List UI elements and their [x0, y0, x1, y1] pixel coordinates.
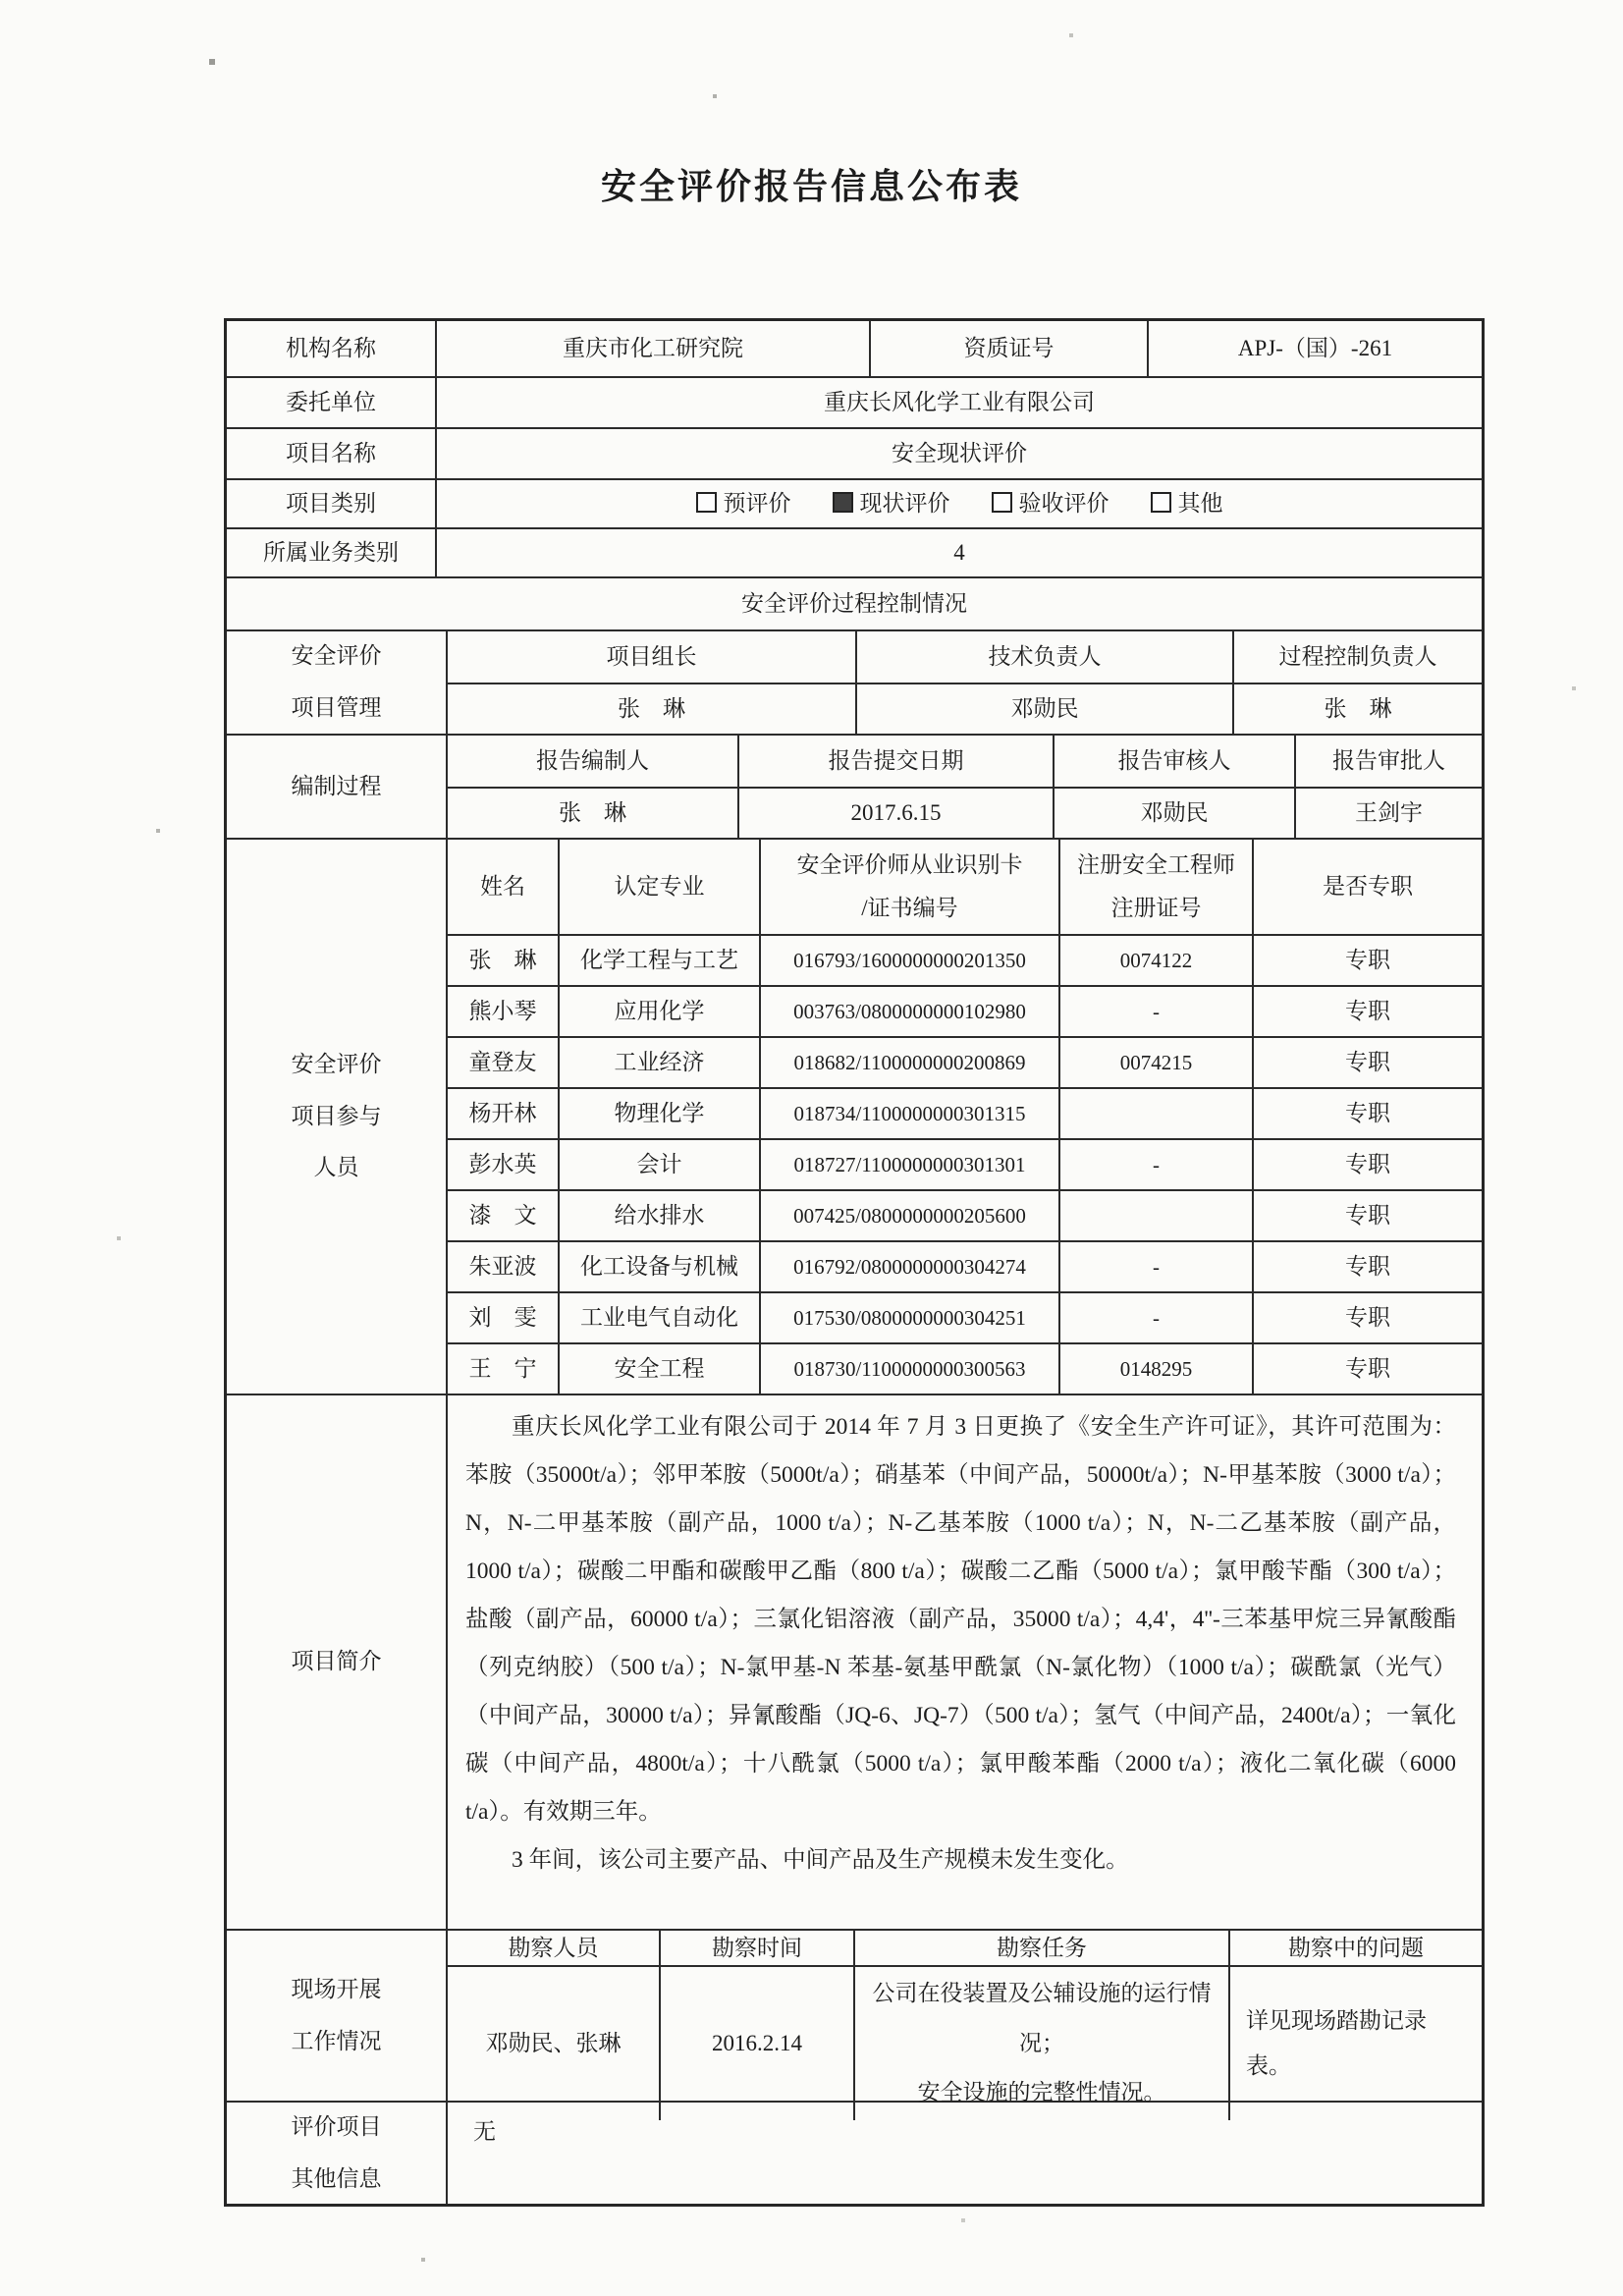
project-management-label: 安全评价 项目管理: [291, 643, 382, 720]
participants-header-row: [446, 840, 1482, 934]
survey-problems-header: 勘察中的问题: [1228, 1931, 1482, 1965]
participant-name: 熊小琴: [446, 987, 558, 1036]
participant-reg-no: -: [1058, 1242, 1252, 1291]
participant-reg-no: [1058, 1191, 1252, 1240]
participant-card-no: 018682/1100000000200869: [759, 1038, 1058, 1087]
participant-reg-no: -: [1058, 1140, 1252, 1189]
col-header-major: 认定专业: [558, 840, 759, 934]
participant-row: [446, 1087, 1482, 1138]
report-reviewer-value: 邓勋民: [1053, 789, 1294, 838]
participant-reg-no: -: [1058, 1293, 1252, 1342]
cert-no-value: APJ-（国）-261: [1147, 321, 1482, 376]
participant-reg-no: -: [1058, 987, 1252, 1036]
process-control-lead-value: 张 琳: [1232, 684, 1482, 734]
report-approver-value: 王剑宇: [1294, 789, 1482, 838]
option-other: 其他: [1151, 488, 1223, 519]
participant-fulltime: 专职: [1252, 1242, 1482, 1291]
checkbox-other-icon: [1151, 492, 1171, 513]
survey-header-row: [446, 1931, 1482, 1965]
participant-card-no: 007425/0800000000205600: [759, 1191, 1058, 1240]
client-value: 重庆长风化学工业有限公司: [435, 378, 1482, 427]
participant-name: 杨开林: [446, 1089, 558, 1138]
checkbox-status-evaluation-icon: [833, 492, 853, 513]
compilation-header-row: [446, 736, 1482, 787]
checkbox-pre-evaluation-icon: [696, 492, 717, 513]
participant-name: 刘 雯: [446, 1293, 558, 1342]
table-row-client: [227, 376, 1482, 427]
project-type-label: 项目类别: [286, 491, 376, 517]
scan-speckles: [0, 0, 2, 2]
technical-lead-value: 邓勋民: [855, 684, 1232, 734]
project-summary-label: 项目简介: [291, 1649, 382, 1674]
table-row-organization: [227, 321, 1482, 376]
participant-fulltime: 专职: [1252, 987, 1482, 1036]
participant-card-no: 018734/1100000000301315: [759, 1089, 1058, 1138]
project-summary-text: [448, 1395, 1482, 1890]
participant-row: [446, 1342, 1482, 1394]
site-survey-label: 现场开展 工作情况: [291, 1976, 382, 2053]
participant-name: 朱亚波: [446, 1242, 558, 1291]
participant-major: 安全工程: [558, 1344, 759, 1394]
col-header-card-no: 安全评价师从业识别卡 /证书编号: [759, 840, 1058, 934]
section-other-info: [227, 2101, 1482, 2204]
section-site-survey: [227, 1929, 1482, 2105]
summary-paragraph-1: 重庆长风化学工业有限公司于 2014 年 7 月 3 日更换了《安全生产许可证》，其许可范围为：苯胺（35000t/a）；邻甲苯胺（5000t/a）；硝基苯（中间产品，50000t/a）；N-甲基苯胺（3000 t/a）；N，N-二甲基苯胺（副产品，1000 t/a）；N-乙基苯胺（1000 t/a）；N，N-二乙基苯胺（副产品，1000 t/a）；碳酸二甲酯和碳酸甲乙酯（800 t/a）；碳酸二乙酯（5000 t/a）；氯甲酸苄酯（300 t/a）；盐酸（副产品，60000 t/a）；三氯化铝溶液（副产品，35000 t/a）；4,4'，4''-三苯基甲烷三异氰酸酯（列克纳胶）（500 t/a）；N-氯甲基-N 苯基-氨基甲酰氯（N-氯化物）（1000 t/a）；碳酰氯（光气）（中间产品，30000 t/a）；异氰酸酯（JQ-6、JQ-7）（500 t/a）；氢气（中间产品，2400t/a）；一氧化碳（中间产品，4800t/a）；十八酰氯（5000 t/a）；氯甲酸苯酯（2000 t/a）；液化二氧化碳（6000 t/a）。有效期三年。: [465, 1414, 1457, 1825]
participant-reg-no: [1058, 1089, 1252, 1138]
table-row-project-type: [227, 478, 1482, 527]
management-header-row: [446, 631, 1482, 683]
management-values-row: [446, 683, 1482, 734]
participant-fulltime: 专职: [1252, 1089, 1482, 1138]
section-project-management: [227, 629, 1482, 734]
participant-row: [446, 1291, 1482, 1342]
project-type-options: [435, 480, 1482, 527]
participant-major: 应用化学: [558, 987, 759, 1036]
survey-values-row: [446, 1965, 1482, 2120]
participant-name: 漆 文: [446, 1191, 558, 1240]
option-pre-evaluation: 预评价: [696, 488, 791, 519]
client-label: 委托单位: [286, 390, 376, 415]
participant-name: 彭水英: [446, 1140, 558, 1189]
participant-card-no: 018730/1100000000300563: [759, 1344, 1058, 1394]
participant-major: 给水排水: [558, 1191, 759, 1240]
participant-reg-no: 0148295: [1058, 1344, 1252, 1394]
option-status-evaluation: 现状评价: [833, 488, 950, 519]
business-category-value: 4: [435, 529, 1482, 576]
participant-card-no: 018727/1100000000301301: [759, 1140, 1058, 1189]
survey-personnel-value: 邓勋民、张琳: [446, 1967, 659, 2120]
col-header-fulltime: 是否专职: [1252, 840, 1482, 934]
section-title-row: [227, 576, 1482, 629]
participant-fulltime: 专职: [1252, 1140, 1482, 1189]
survey-task-value: 公司在役装置及公辅设施的运行情况； 安全设施的完整性情况。: [853, 1967, 1228, 2120]
org-name-label: 机构名称: [286, 336, 376, 361]
participant-major: 化学工程与工艺: [558, 936, 759, 985]
section-participants: [227, 838, 1482, 1394]
section-compilation: [227, 734, 1482, 838]
process-control-lead-header: 过程控制负责人: [1232, 631, 1482, 683]
section-project-summary: [227, 1394, 1482, 1929]
participant-fulltime: 专职: [1252, 1038, 1482, 1087]
participant-reg-no: 0074122: [1058, 936, 1252, 985]
summary-paragraph-2: 3 年间，该公司主要产品、中间产品及生产规模未发生变化。: [512, 1847, 1129, 1873]
project-name-label: 项目名称: [286, 441, 376, 466]
report-info-table: [224, 318, 1485, 2207]
participant-card-no: 016792/0800000000304274: [759, 1242, 1058, 1291]
cert-no-label: 资质证号: [869, 321, 1147, 376]
business-category-label: 所属业务类别: [263, 540, 399, 566]
project-leader-value: 张 琳: [446, 684, 855, 734]
survey-problems-value: 详见现场踏勘记录表。: [1228, 1967, 1482, 2120]
participant-card-no: 003763/0800000000102980: [759, 987, 1058, 1036]
participant-major: 工业电气自动化: [558, 1293, 759, 1342]
process-control-section-title: 安全评价过程控制情况: [741, 591, 967, 617]
participant-fulltime: 专职: [1252, 1191, 1482, 1240]
participant-row: [446, 1138, 1482, 1189]
report-date-header: 报告提交日期: [737, 736, 1053, 787]
option-acceptance-evaluation: 验收评价: [992, 488, 1109, 519]
participants-label: 安全评价 项目参与 人员: [291, 1051, 382, 1180]
other-info-value: 无: [473, 2119, 496, 2144]
col-header-name: 姓名: [446, 840, 558, 934]
project-name-value: 安全现状评价: [435, 429, 1482, 478]
participant-row: [446, 1240, 1482, 1291]
participant-fulltime: 专职: [1252, 936, 1482, 985]
table-row-business-category: [227, 527, 1482, 576]
participant-card-no: 017530/0800000000304251: [759, 1293, 1058, 1342]
survey-time-value: 2016.2.14: [659, 1967, 853, 2120]
participant-row: [446, 1189, 1482, 1240]
other-info-label: 评价项目 其他信息: [291, 2113, 382, 2191]
participant-major: 物理化学: [558, 1089, 759, 1138]
participant-row: [446, 1036, 1482, 1087]
col-header-reg-no: 注册安全工程师 注册证号: [1058, 840, 1252, 934]
report-approver-header: 报告审批人: [1294, 736, 1482, 787]
project-leader-header: 项目组长: [446, 631, 855, 683]
participant-name: 王 宁: [446, 1344, 558, 1394]
checkbox-acceptance-evaluation-icon: [992, 492, 1012, 513]
participant-name: 童登友: [446, 1038, 558, 1087]
survey-personnel-header: 勘察人员: [446, 1931, 659, 1965]
compilation-values-row: [446, 787, 1482, 838]
participant-major: 化工设备与机械: [558, 1242, 759, 1291]
participant-name: 张 琳: [446, 936, 558, 985]
compilation-label: 编制过程: [291, 773, 382, 798]
participant-reg-no: 0074215: [1058, 1038, 1252, 1087]
report-author-value: 张 琳: [446, 789, 737, 838]
survey-task-header: 勘察任务: [853, 1931, 1228, 1965]
participant-fulltime: 专职: [1252, 1344, 1482, 1394]
survey-time-header: 勘察时间: [659, 1931, 853, 1965]
table-row-project-name: [227, 427, 1482, 478]
org-name-value: 重庆市化工研究院: [435, 321, 869, 376]
report-date-value: 2017.6.15: [737, 789, 1053, 838]
participant-major: 工业经济: [558, 1038, 759, 1087]
report-author-header: 报告编制人: [446, 736, 737, 787]
participant-fulltime: 专职: [1252, 1293, 1482, 1342]
participant-row: [446, 985, 1482, 1036]
report-reviewer-header: 报告审核人: [1053, 736, 1294, 787]
technical-lead-header: 技术负责人: [855, 631, 1232, 683]
participant-card-no: 016793/1600000000201350: [759, 936, 1058, 985]
participant-row: [446, 934, 1482, 985]
participant-major: 会计: [558, 1140, 759, 1189]
document-title: 安全评价报告信息公布表: [600, 167, 1022, 206]
